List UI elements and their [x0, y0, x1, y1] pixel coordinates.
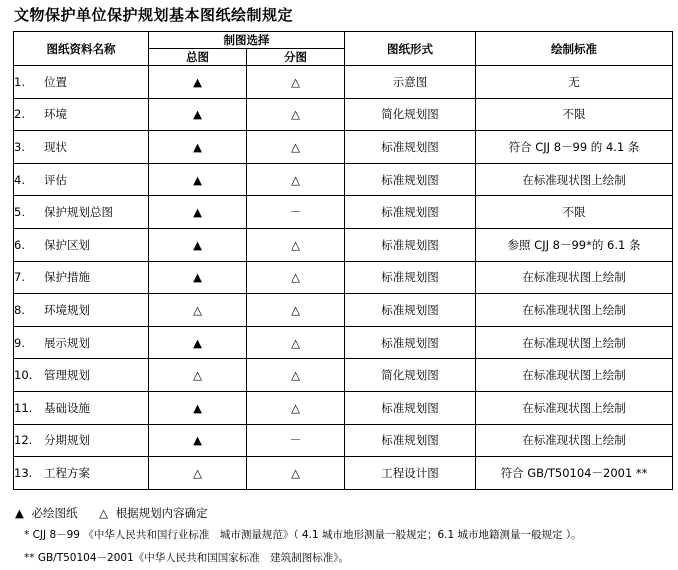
cell-form: 标准规划图 — [345, 391, 476, 424]
row-number: 6. — [14, 237, 25, 252]
cell-sub: △ — [247, 261, 345, 294]
footnote-cjj: * CJJ 8－99 《中华人民共和国行业标准 城市测量规范》（ 4.1 城市地形测量一般规定；6.1 城市地籍测量一般规定 ）。 — [24, 529, 582, 541]
table-row — [14, 326, 673, 359]
cell-standard: 在标准现状图上绘制 — [476, 424, 673, 457]
table-row — [14, 424, 673, 457]
row-name: 展示规划 — [44, 335, 90, 350]
row-number: 1. — [14, 74, 25, 89]
cell-sub: △ — [247, 457, 345, 490]
cell-name — [14, 294, 149, 327]
cell-total: ▲ — [149, 131, 247, 164]
row-number: 5. — [14, 205, 25, 220]
table-row — [14, 261, 673, 294]
cell-sub: △ — [247, 98, 345, 131]
row-name: 工程方案 — [44, 465, 90, 480]
cell-sub: △ — [247, 228, 345, 261]
header-total: 总图 — [149, 49, 247, 66]
cell-standard: 在标准现状图上绘制 — [476, 261, 673, 294]
cell-standard: 不限 — [476, 196, 673, 229]
cell-name — [14, 457, 149, 490]
legend — [15, 505, 212, 521]
row-name: 评估 — [44, 172, 67, 187]
table-row — [14, 457, 673, 490]
hollow-triangle-icon: △ — [99, 506, 109, 520]
row-name: 保护措施 — [44, 270, 90, 285]
cell-form: 标准规划图 — [345, 131, 476, 164]
cell-form: 标准规划图 — [345, 196, 476, 229]
cell-standard: 在标准现状图上绘制 — [476, 163, 673, 196]
cell-form: 标准规划图 — [345, 163, 476, 196]
table-row — [14, 66, 673, 99]
row-name: 位置 — [44, 74, 67, 89]
cell-total: ▲ — [149, 391, 247, 424]
cell-total: △ — [149, 359, 247, 392]
cell-sub: － — [247, 196, 345, 229]
cell-name — [14, 131, 149, 164]
cell-form: 简化规划图 — [345, 359, 476, 392]
cell-total: ▲ — [149, 326, 247, 359]
row-name: 环境 — [44, 107, 67, 122]
cell-total: △ — [149, 457, 247, 490]
row-name: 分期规划 — [44, 433, 90, 448]
table-row — [14, 228, 673, 261]
header-form: 图纸形式 — [345, 32, 476, 66]
row-number: 13. — [14, 465, 33, 480]
table-row — [14, 391, 673, 424]
header-name: 图纸资料名称 — [14, 32, 149, 66]
cell-standard: 无 — [476, 66, 673, 99]
cell-name — [14, 261, 149, 294]
cell-total: ▲ — [149, 163, 247, 196]
cell-sub: △ — [247, 294, 345, 327]
cell-form: 工程设计图 — [345, 457, 476, 490]
cell-name — [14, 359, 149, 392]
header-sub: 分图 — [247, 49, 345, 66]
cell-name — [14, 326, 149, 359]
legend-hollow-label: 根据规划内容确定 — [115, 506, 208, 520]
table-row — [14, 294, 673, 327]
cell-sub: △ — [247, 359, 345, 392]
cell-form: 示意图 — [345, 66, 476, 99]
cell-sub: － — [247, 424, 345, 457]
cell-name — [14, 228, 149, 261]
cell-name — [14, 163, 149, 196]
cell-standard: 在标准现状图上绘制 — [476, 294, 673, 327]
row-number: 10. — [14, 368, 33, 383]
cell-total: △ — [149, 294, 247, 327]
cell-total: ▲ — [149, 196, 247, 229]
cell-form: 简化规划图 — [345, 98, 476, 131]
cell-total: ▲ — [149, 228, 247, 261]
row-name: 环境规划 — [44, 302, 90, 317]
cell-total: ▲ — [149, 424, 247, 457]
cell-form: 标准规划图 — [345, 228, 476, 261]
cell-form: 标准规划图 — [345, 326, 476, 359]
page-title: 文物保护单位保护规划基本图纸绘制规定 — [14, 6, 294, 24]
table-row — [14, 163, 673, 196]
cell-total: ▲ — [149, 98, 247, 131]
cell-sub: △ — [247, 391, 345, 424]
row-number: 11. — [14, 400, 33, 415]
row-name: 管理规划 — [44, 368, 90, 383]
drawing-rules-table — [13, 31, 673, 490]
row-number: 4. — [14, 172, 25, 187]
cell-total: ▲ — [149, 261, 247, 294]
table-row — [14, 196, 673, 229]
row-number: 3. — [14, 139, 25, 154]
table-row — [14, 359, 673, 392]
row-number: 8. — [14, 302, 25, 317]
cell-standard: 参照 CJJ 8－99*的 6.1 条 — [476, 228, 673, 261]
cell-standard: 符合 GB/T50104－2001 ** — [476, 457, 673, 490]
header-choice-group: 制图选择 — [149, 32, 345, 49]
row-number: 7. — [14, 270, 25, 285]
row-number: 2. — [14, 107, 25, 122]
row-name: 保护区划 — [44, 237, 90, 252]
footnote-gbt: ** GB/T50104－2001《中华人民共和国国家标准 建筑制图标准》。 — [24, 552, 350, 564]
legend-solid-label: 必绘图纸 — [31, 506, 78, 520]
solid-triangle-icon: ▲ — [15, 506, 24, 520]
cell-sub: △ — [247, 131, 345, 164]
cell-sub: △ — [247, 326, 345, 359]
cell-total: ▲ — [149, 66, 247, 99]
cell-name — [14, 98, 149, 131]
cell-name — [14, 424, 149, 457]
row-name: 现状 — [44, 139, 67, 154]
cell-standard: 在标准现状图上绘制 — [476, 326, 673, 359]
cell-standard: 符合 CJJ 8－99 的 4.1 条 — [476, 131, 673, 164]
cell-name — [14, 196, 149, 229]
row-name: 基础设施 — [44, 400, 90, 415]
cell-name — [14, 66, 149, 99]
cell-form: 标准规划图 — [345, 294, 476, 327]
cell-form: 标准规划图 — [345, 261, 476, 294]
header-standard: 绘制标准 — [476, 32, 673, 66]
cell-sub: △ — [247, 163, 345, 196]
cell-standard: 不限 — [476, 98, 673, 131]
cell-form: 标准规划图 — [345, 424, 476, 457]
row-number: 12. — [14, 433, 33, 448]
row-name: 保护规划总图 — [44, 205, 113, 220]
table-row — [14, 98, 673, 131]
cell-name — [14, 391, 149, 424]
row-number: 9. — [14, 335, 25, 350]
cell-sub: △ — [247, 66, 345, 99]
table-row — [14, 131, 673, 164]
cell-standard: 在标准现状图上绘制 — [476, 359, 673, 392]
cell-standard: 在标准现状图上绘制 — [476, 391, 673, 424]
